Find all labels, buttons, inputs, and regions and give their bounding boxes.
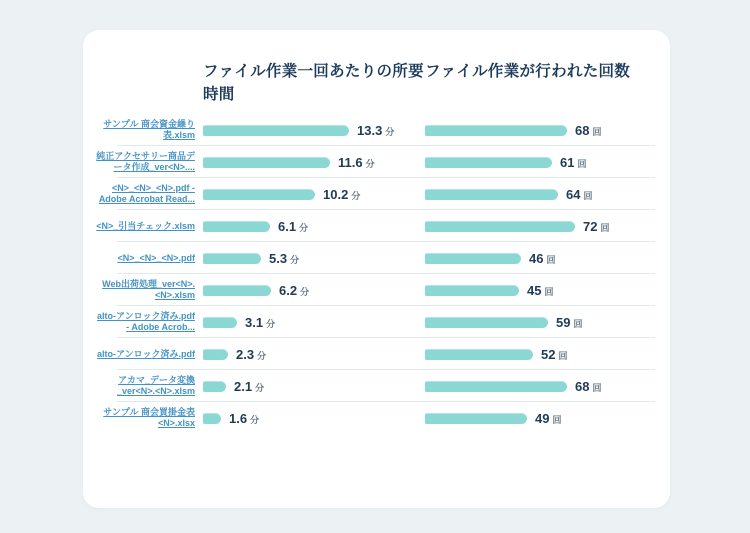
duration-chart-column [203,242,417,274]
count-bar[interactable] [425,221,575,232]
count-chart-column [425,306,655,338]
count-unit: 回 [583,190,593,201]
count-bar[interactable] [425,413,527,424]
file-link[interactable]: 純正アクセサリー商品データ作成_ver<N>.... [96,151,195,172]
duration-value: 6.2 分 [279,282,310,298]
count-bar[interactable] [425,125,567,136]
duration-bar[interactable] [203,221,270,232]
table-row [95,114,655,146]
duration-unit: 分 [266,318,276,329]
file-link[interactable]: サンプル 商会買掛金表 <N>.xlsx [103,407,195,428]
count-chart-column [425,114,655,146]
duration-unit: 分 [365,158,375,169]
count-bar[interactable] [425,189,558,200]
chart-rows [95,114,655,434]
file-link[interactable]: <N>_<N>_<N>.pdf - Adobe Acrobat Read... [98,183,195,204]
count-value: 52 回 [541,346,568,362]
count-bar[interactable] [425,349,533,360]
count-chart-column [425,274,655,306]
count-bar[interactable] [425,381,567,392]
duration-unit: 分 [257,350,267,361]
table-row [95,338,655,370]
file-link[interactable]: <N>_引当チェック.xlsm [96,220,195,231]
duration-chart-column [203,178,417,210]
duration-bar[interactable] [203,189,315,200]
count-value: 59 回 [556,314,583,330]
count-value: 72 回 [583,218,610,234]
duration-bar[interactable] [203,125,349,136]
count-chart-column [425,402,655,434]
table-row [95,402,655,434]
count-value: 61 回 [560,154,587,170]
duration-bar[interactable] [203,253,261,264]
file-link[interactable]: Web出荷処理_ver<N>.<N>.xlsm [102,279,195,300]
file-link[interactable]: alto-アンロック済み.pdf [97,348,195,359]
duration-unit: 分 [351,190,361,201]
count-chart-column [425,338,655,370]
table-row [95,306,655,338]
file-link[interactable]: アカマ_データ変換_ver<N>.<N>.xlsm [116,375,195,396]
duration-value: 10.2 分 [323,186,361,202]
count-unit: 回 [544,286,554,297]
count-value: 46 回 [529,250,556,266]
dashboard-card [83,30,670,508]
duration-value: 11.6 分 [338,154,375,170]
duration-value: 3.1 分 [245,314,276,330]
table-row [95,370,655,402]
duration-unit: 分 [300,286,310,297]
count-unit: 回 [592,382,602,393]
count-chart-column [425,178,655,210]
count-bar[interactable] [425,157,552,168]
table-row [95,178,655,210]
count-value: 45 回 [527,282,554,298]
count-unit: 回 [577,158,587,169]
count-bar[interactable] [425,317,548,328]
duration-chart-column [203,274,417,306]
table-row [95,210,655,242]
duration-chart-column [203,210,417,242]
duration-value: 6.1 分 [278,218,309,234]
count-value: 68 回 [575,378,602,394]
count-value: 68 回 [575,122,602,138]
count-unit: 回 [546,254,556,265]
file-link[interactable]: alto-アンロック済み.pdf - Adobe Acrob... [97,311,195,332]
count-unit: 回 [573,318,583,329]
count-unit: 回 [552,414,562,425]
duration-bar[interactable] [203,349,228,360]
count-chart-column [425,370,655,402]
table-row [95,274,655,306]
count-chart-title: ファイル作業が行われた回数 [425,63,631,80]
count-bar[interactable] [425,253,521,264]
duration-chart-column [203,402,417,434]
duration-chart-column [203,338,417,370]
count-chart-column [425,210,655,242]
count-chart-column [425,146,655,178]
duration-chart-column [203,306,417,338]
count-value: 49 回 [535,410,562,426]
duration-value: 2.1 分 [234,378,265,394]
duration-unit: 分 [385,126,395,137]
duration-value: 1.6 分 [229,410,260,426]
duration-bar[interactable] [203,413,221,424]
duration-value: 5.3 分 [269,250,300,266]
duration-value: 2.3 分 [236,346,267,362]
count-unit: 回 [592,126,602,137]
file-link[interactable]: サンプル 商会資金繰り表.xlsm [103,119,195,140]
duration-value: 13.3 分 [357,122,395,138]
duration-unit: 分 [299,222,309,233]
duration-chart-title: ファイル作業一回あたりの所要時間 [203,63,424,103]
count-chart-column [425,242,655,274]
duration-bar[interactable] [203,381,226,392]
count-value: 64 回 [566,186,593,202]
file-link[interactable]: <N>_<N>_<N>.pdf [117,252,195,263]
duration-unit: 分 [255,382,265,393]
duration-unit: 分 [290,254,300,265]
duration-unit: 分 [250,414,260,425]
duration-bar[interactable] [203,285,271,296]
table-row [95,146,655,178]
count-bar[interactable] [425,285,519,296]
duration-bar[interactable] [203,317,237,328]
count-unit: 回 [600,222,610,233]
duration-chart-column [203,370,417,402]
duration-chart-column [203,146,417,178]
duration-chart-column [203,114,417,146]
duration-bar[interactable] [203,157,330,168]
count-unit: 回 [558,350,568,361]
table-row [95,242,655,274]
